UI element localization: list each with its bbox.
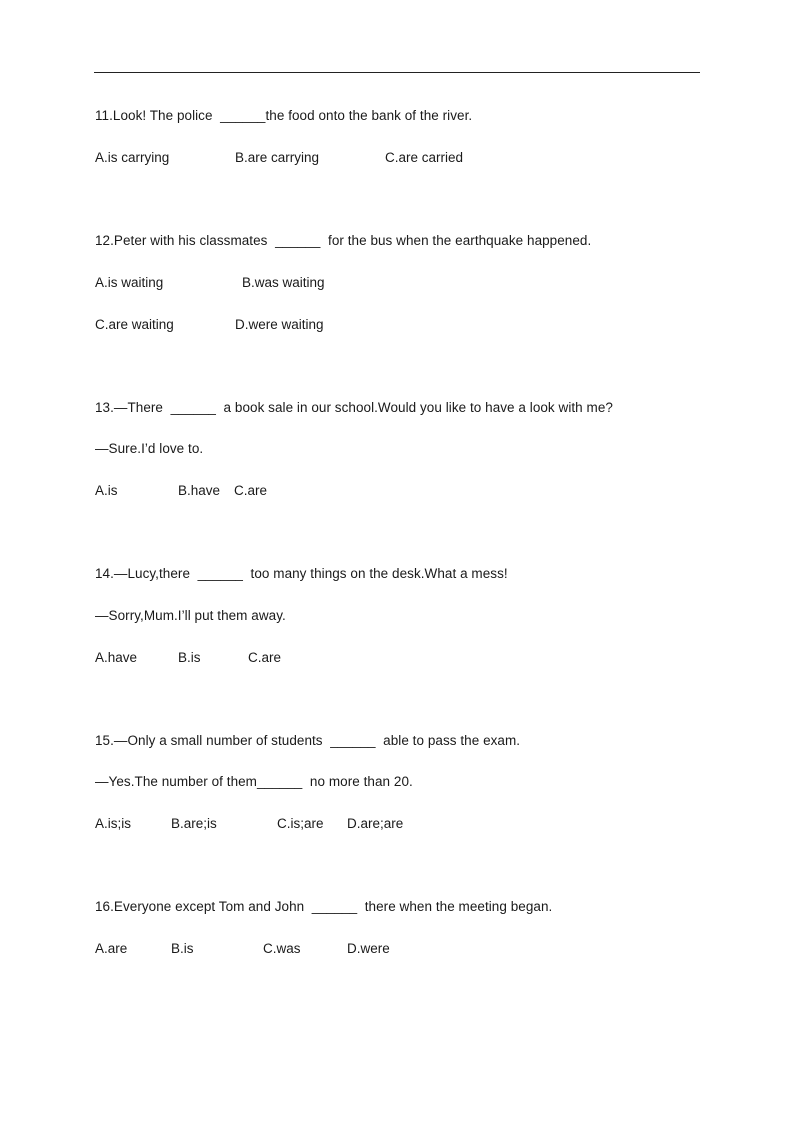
question-13-option-c: C.are (234, 483, 268, 498)
question-13-option-b: B.have (178, 483, 221, 498)
question-12-option-d: D.were waiting (235, 317, 324, 332)
question-11-stem: 11.Look! The police ______the food onto the bank of the river. (95, 108, 473, 123)
question-15-stem: 15.—Only a small number of students ______ able to pass the exam. (95, 733, 521, 748)
question-14-option-c: C.are (248, 650, 282, 665)
question-12-option-b: B.was waiting (242, 275, 325, 290)
question-13-reply: —Sure.I’d love to. (95, 441, 204, 456)
question-15-reply: —Yes.The number of them______ no more than 20. (95, 774, 413, 789)
question-13-option-a: A.is (95, 483, 118, 498)
question-12-option-a: A.is waiting (95, 275, 164, 290)
question-16-stem: 16.Everyone except Tom and John ______ there when the meeting began. (95, 899, 553, 914)
question-16-option-a: A.are (95, 941, 128, 956)
question-16-option-c: C.was (263, 941, 301, 956)
question-14-option-b: B.is (178, 650, 201, 665)
question-15-option-b: B.are;is (171, 816, 217, 831)
question-14-option-a: A.have (95, 650, 138, 665)
header-rule (94, 72, 700, 73)
question-15-option-a: A.is;is (95, 816, 132, 831)
question-16-option-b: B.is (171, 941, 194, 956)
question-11-option-b: B.are carrying (235, 150, 320, 165)
question-12-stem: 12.Peter with his classmates ______ for the bus when the earthquake happened. (95, 233, 592, 248)
question-13-stem: 13.—There ______ a book sale in our school.Would you like to have a look with me? (95, 400, 613, 415)
question-11-option-a: A.is carrying (95, 150, 170, 165)
question-11-option-c: C.are carried (385, 150, 464, 165)
question-14-stem: 14.—Lucy,there ______ too many things on the desk.What a mess! (95, 566, 508, 581)
question-15-option-c: C.is;are (277, 816, 324, 831)
question-14-reply: —Sorry,Mum.I’ll put them away. (95, 608, 286, 623)
question-12-option-c: C.are waiting (95, 317, 174, 332)
question-15-option-d: D.are;are (347, 816, 404, 831)
question-16-option-d: D.were (347, 941, 390, 956)
